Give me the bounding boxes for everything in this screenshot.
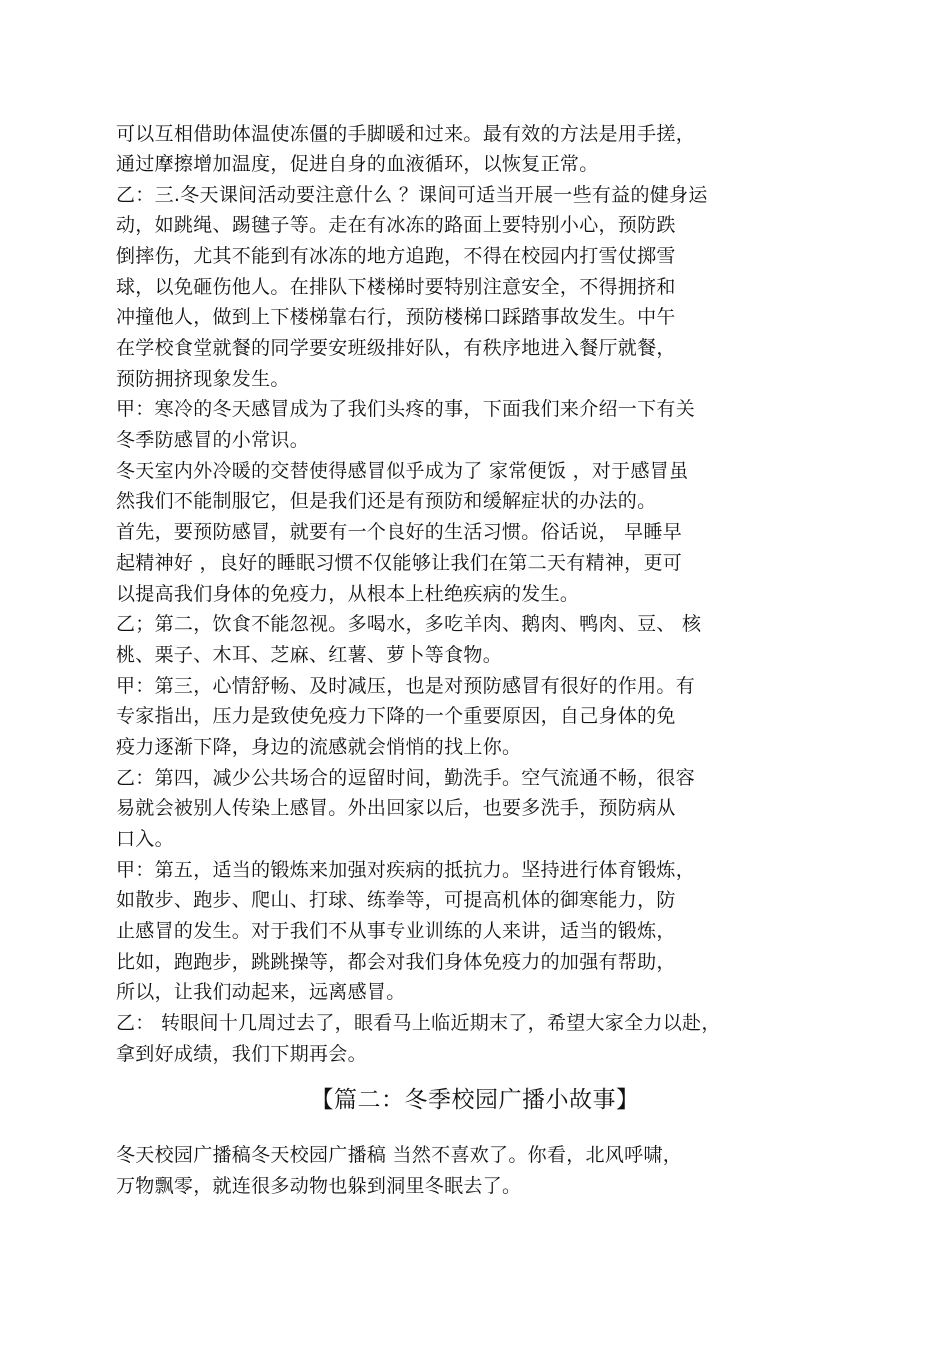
text-line: 专家指出，压力是致使免疫力下降的一个重要原因，自己身体的免 — [116, 705, 676, 727]
text-line: 止感冒的发生。对于我们不从事专业训练的人来讲，适当的锻炼， — [116, 920, 676, 942]
text-line: 冲撞他人，做到上下楼梯靠右行，预防楼梯口踩踏事故发生。中午 — [116, 306, 676, 328]
text-line: 首先，要预防感冒，就要有一个良好的生活习惯。俗话说， 早睡早 — [116, 521, 683, 543]
text-line: 乙： 转眼间十几周过去了，眼看马上临近期末了，希望大家全力以赴， — [116, 1012, 721, 1034]
section-heading: 【篇二：冬季校园广播小故事】 — [310, 1087, 640, 1113]
text-line: 动，如跳绳、踢毽子等。走在有冰冻的路面上要特别小心，预防跌 — [116, 214, 676, 236]
text-line: 万物飘零，就连很多动物也躲到洞里冬眠去了。 — [116, 1175, 522, 1197]
text-line: 冬季防感冒的小常识。 — [116, 429, 310, 451]
text-line: 易就会被别人传染上感冒。外出回家以后，也要多洗手，预防病从 — [116, 797, 676, 819]
text-line: 甲：寒冷的冬天感冒成为了我们头疼的事，下面我们来介绍一下有关 — [116, 398, 696, 420]
text-line: 通过摩擦增加温度，促进自身的血液循环，以恢复正常。 — [116, 153, 599, 175]
text-line: 比如，跑跑步，跳跳操等，都会对我们身体免疫力的加强有帮助， — [116, 951, 676, 973]
text-line: 可以互相借助体温使冻僵的手脚暖和过来。最有效的方法是用手搓， — [116, 123, 696, 145]
text-line: 然我们不能制服它，但是我们还是有预防和缓解症状的办法的。 — [116, 490, 657, 512]
text-line: 球，以免砸伤他人。在排队下楼梯时要特别注意安全，不得拥挤和 — [116, 276, 676, 298]
text-line: 冬天校园广播稿冬天校园广播稿 当然不喜欢了。你看，北风呼啸， — [116, 1144, 683, 1166]
text-line: 乙；第二，饮食不能忽视。多喝水，多吃羊肉、鹅肉、鸭肉、豆、 核 — [116, 613, 702, 635]
text-line: 所以，让我们动起来，远离感冒。 — [116, 981, 406, 1003]
text-line: 甲：第三，心情舒畅、及时减压，也是对预防感冒有很好的作用。有 — [116, 675, 696, 697]
text-line: 拿到好成绩，我们下期再会。 — [116, 1043, 367, 1065]
text-line: 在学校食堂就餐的同学要安班级排好队，有秩序地进入餐厅就餐， — [116, 337, 676, 359]
text-line: 疫力逐渐下降，身边的流感就会悄悄的找上你。 — [116, 736, 522, 758]
text-line: 口入。 — [116, 828, 174, 850]
text-line: 倒摔伤，尤其不能到有冰冻的地方追跑，不得在校园内打雪仗掷雪 — [116, 245, 676, 267]
text-line: 如散步、跑步、爬山、打球、练拳等，可提高机体的御寒能力，防 — [116, 889, 676, 911]
text-line: 以提高我们身体的免疫力，从根本上杜绝疾病的发生。 — [116, 583, 580, 605]
text-line: 预防拥挤现象发生。 — [116, 368, 290, 390]
text-line: 起精神好 ，良好的睡眠习惯不仅能够让我们在第二天有精神，更可 — [116, 552, 683, 574]
text-line: 乙：第四，减少公共场合的逗留时间，勤洗手。空气流通不畅，很容 — [116, 767, 696, 789]
text-line: 甲：第五，适当的锻炼来加强对疾病的抵抗力。坚持进行体育锻炼， — [116, 859, 696, 881]
text-line: 乙：三.冬天课间活动要注意什么 ？课间可适当开展一些有益的健身运 — [116, 184, 708, 206]
text-line: 桃、栗子、木耳、芝麻、红薯、萝卜等食物。 — [116, 644, 503, 666]
text-line: 冬天室内外冷暖的交替使得感冒似乎成为了 家常便饭 ，对于感冒虽 — [116, 460, 689, 482]
